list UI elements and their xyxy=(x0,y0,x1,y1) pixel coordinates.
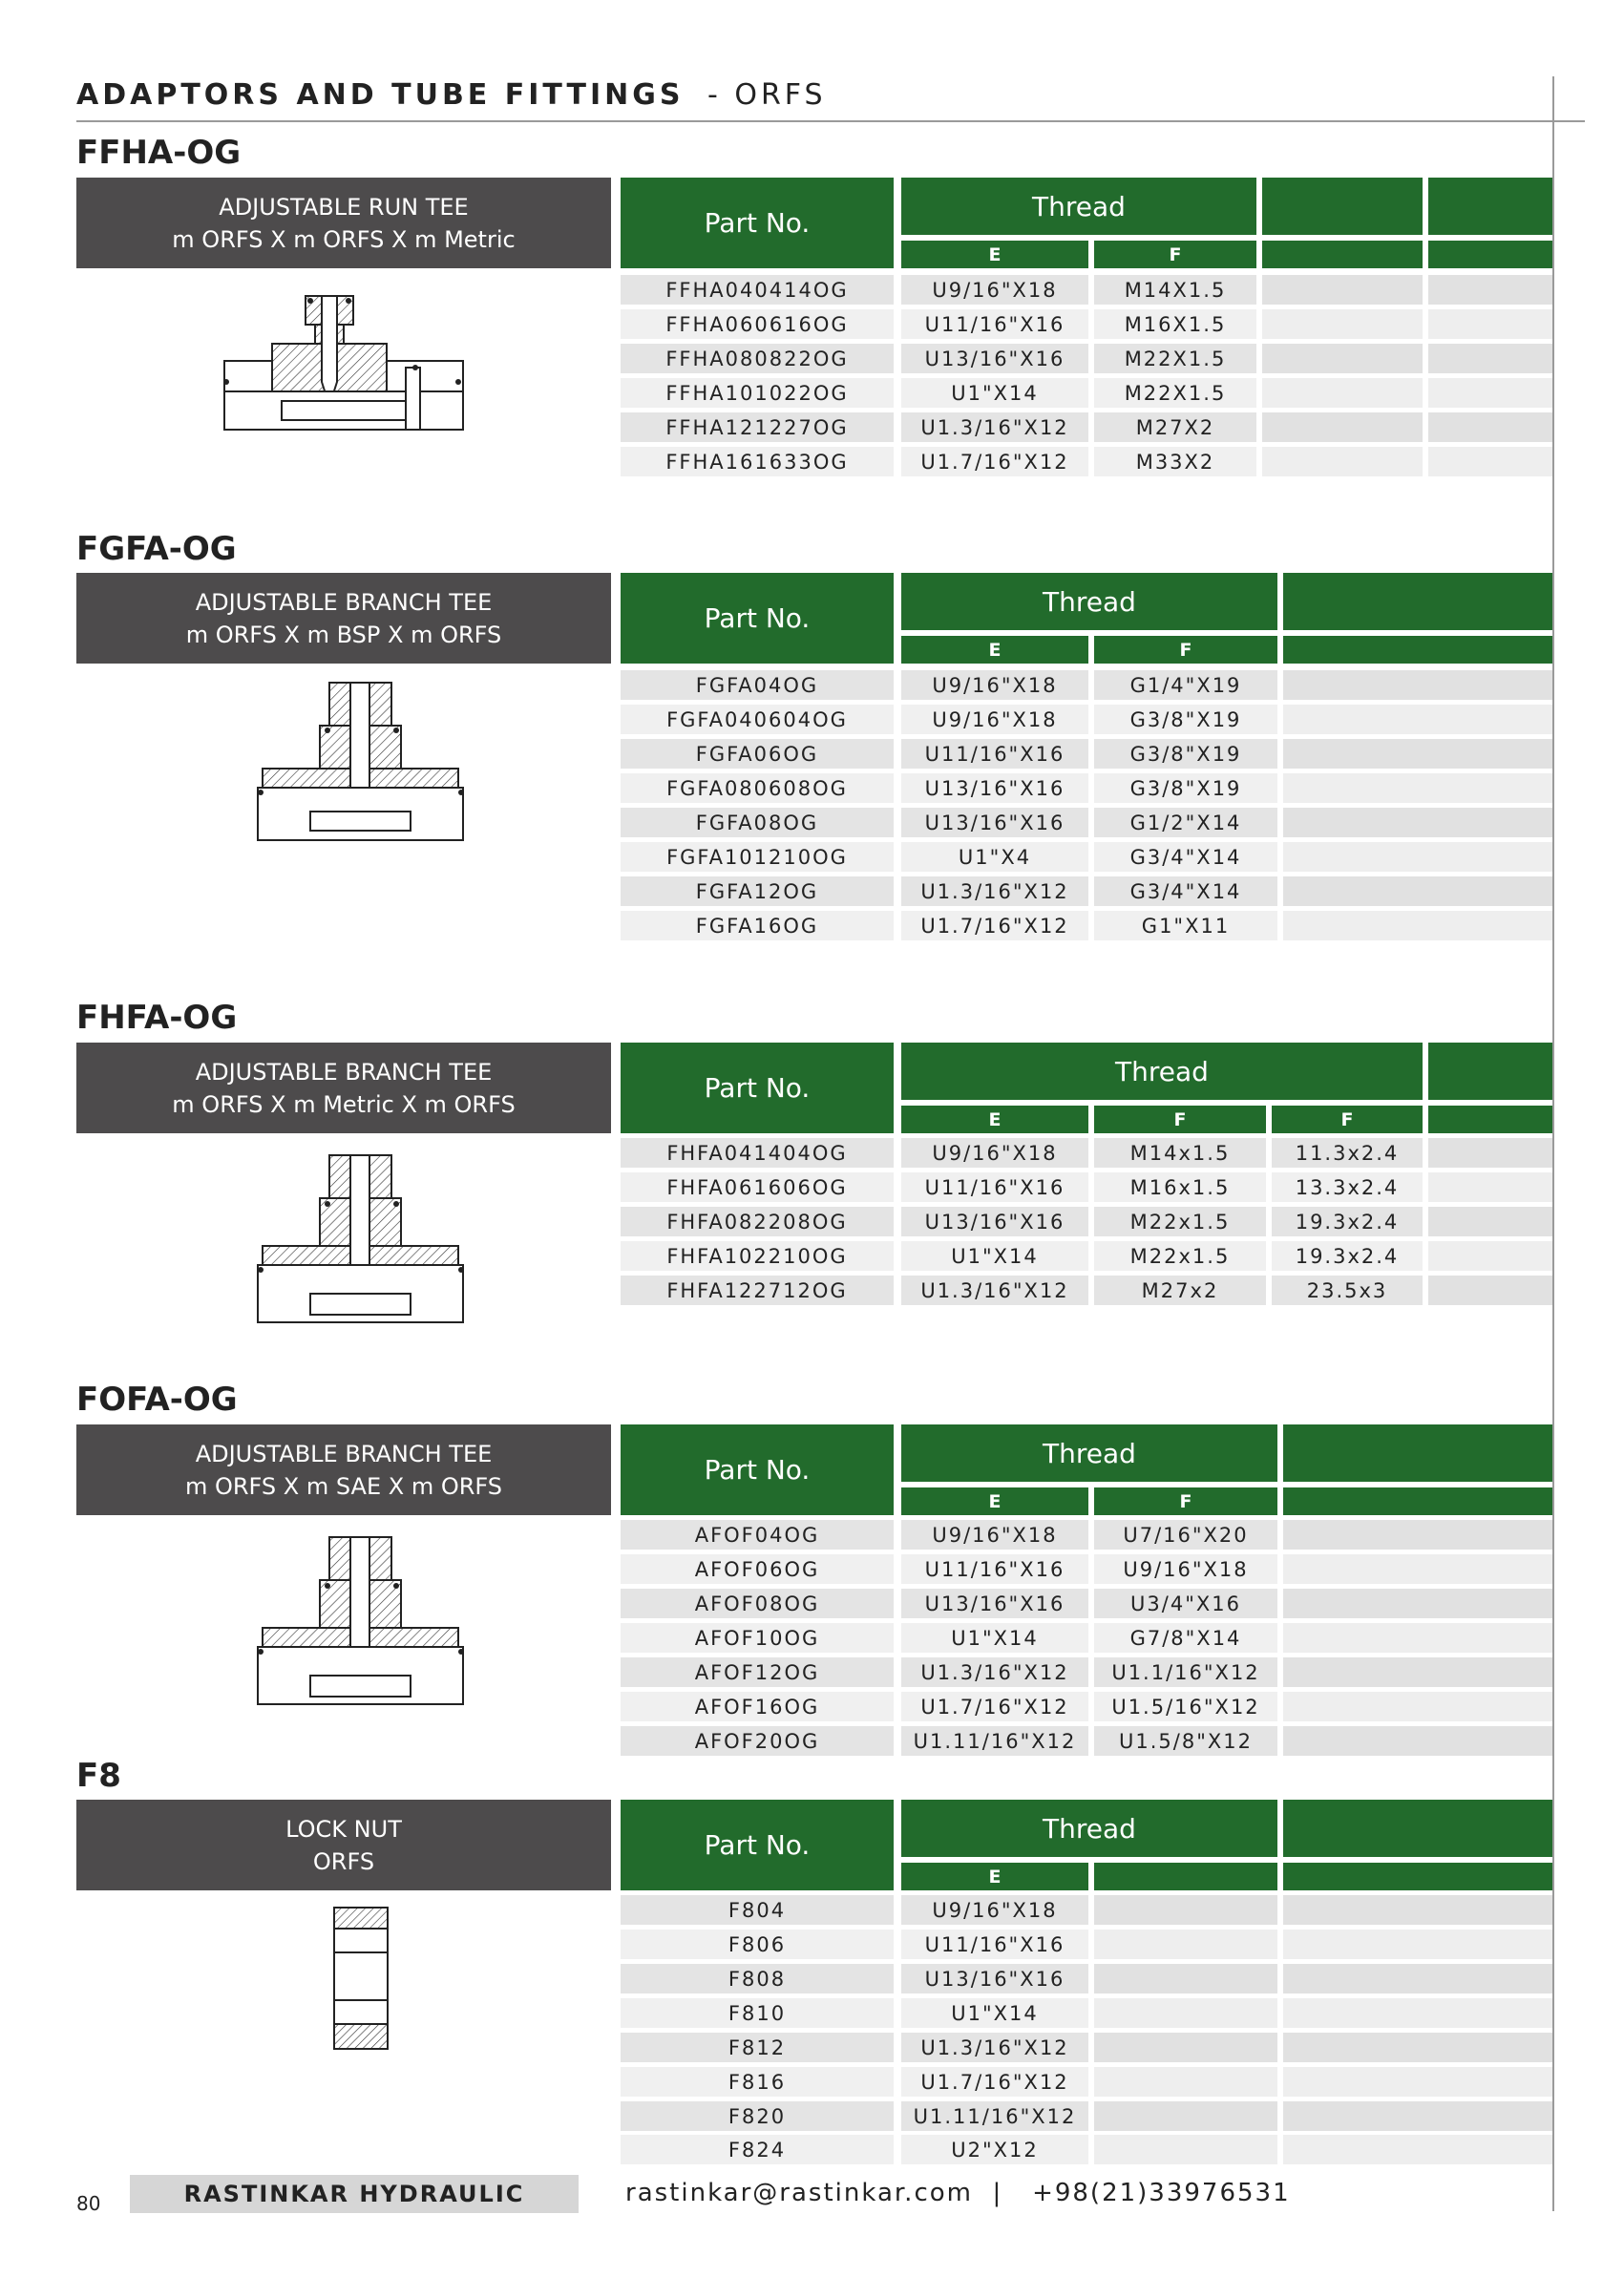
table-cell-f: M22x1.5 xyxy=(1094,1241,1266,1271)
blank-subheader xyxy=(1428,1106,1552,1133)
table-cell-f: M22X1.5 xyxy=(1094,378,1256,408)
table-cell-f: G1"X11 xyxy=(1094,911,1277,940)
contact-info: rastinkar@rastinkar.com | +98(21)33976531 xyxy=(625,2179,1291,2207)
table-cell-empty xyxy=(1428,1138,1552,1168)
table-cell-f: M16X1.5 xyxy=(1094,309,1256,339)
thread-header: Thread xyxy=(901,178,1256,235)
blank-subheader xyxy=(1283,1487,1552,1515)
table-cell-f: G1/2"X14 xyxy=(1094,808,1277,837)
table-cell-empty xyxy=(1094,2067,1277,2097)
blank-subheader xyxy=(1428,241,1552,268)
table-cell-f: U7/16"X20 xyxy=(1094,1520,1277,1550)
blank-subheader xyxy=(1283,1863,1552,1890)
table-cell-empty xyxy=(1428,344,1552,373)
table-cell-part: FFHA121227OG xyxy=(621,412,894,442)
table-cell-part: AFOF04OG xyxy=(621,1520,894,1550)
table-cell-empty xyxy=(1428,1207,1552,1236)
lock-nut-drawing xyxy=(325,1900,401,2053)
table-cell-e: U1.7/16"X12 xyxy=(901,2067,1088,2097)
description-line-2: ORFS xyxy=(312,1847,375,1875)
table-cell-part: F824 xyxy=(621,2135,894,2164)
column-header-e: E xyxy=(901,1863,1088,1890)
table-cell-empty xyxy=(1428,1241,1552,1271)
table-cell-e: U1"X14 xyxy=(901,1998,1088,2028)
table-cell-e: U1"X14 xyxy=(901,1623,1088,1653)
table-cell-part: F812 xyxy=(621,2033,894,2062)
table-cell-part: FFHA101022OG xyxy=(621,378,894,408)
table-cell-e: U1.11/16"X12 xyxy=(901,2101,1088,2131)
table-cell-empty xyxy=(1428,1276,1552,1305)
column-header-e: E xyxy=(901,241,1088,268)
table-cell-empty xyxy=(1428,412,1552,442)
table-cell-empty xyxy=(1283,773,1552,803)
table-cell-part: FGFA16OG xyxy=(621,911,894,940)
table-cell-e: U11/16"X16 xyxy=(901,739,1088,769)
table-cell-part: FFHA060616OG xyxy=(621,309,894,339)
table-cell-f: G3/8"X19 xyxy=(1094,705,1277,734)
section-description-fhfa xyxy=(76,1043,611,1133)
table-cell-empty xyxy=(1283,2033,1552,2062)
page-title: ADAPTORS AND TUBE FITTINGS xyxy=(76,78,685,112)
table-cell-empty xyxy=(1283,1895,1552,1925)
part-number-header: Part No. xyxy=(621,573,894,664)
section-description-fgfa xyxy=(76,573,611,664)
table-cell-e: U1.3/16"X12 xyxy=(901,2033,1088,2062)
table-cell-e: U1"X14 xyxy=(901,1241,1088,1271)
table-cell-part: FGFA08OG xyxy=(621,808,894,837)
description-line-2: m ORFS X m ORFS X m Metric xyxy=(172,225,516,253)
blank-header xyxy=(1428,1043,1552,1100)
blank-header xyxy=(1262,178,1423,235)
table-cell-empty xyxy=(1283,2067,1552,2097)
table-cell-part: F810 xyxy=(621,1998,894,2028)
table-cell-empty xyxy=(1283,876,1552,906)
table-cell-e: U1"X4 xyxy=(901,842,1088,872)
page-header xyxy=(76,78,827,112)
table-cell-empty xyxy=(1283,1692,1552,1721)
table-cell-empty xyxy=(1094,1895,1277,1925)
table-cell-empty xyxy=(1428,1172,1552,1202)
thread-header: Thread xyxy=(901,573,1277,630)
blank-header xyxy=(1283,573,1552,630)
blank-subheader xyxy=(1262,241,1423,268)
table-cell-empty xyxy=(1262,378,1423,408)
description-line-1: ADJUSTABLE BRANCH TEE xyxy=(195,1058,493,1086)
table-cell-part: FGFA101210OG xyxy=(621,842,894,872)
table-cell-part: AFOF08OG xyxy=(621,1589,894,1618)
branch-tee-drawing xyxy=(243,1141,482,1341)
table-cell-part: AFOF10OG xyxy=(621,1623,894,1653)
table-cell-e: U2"X12 xyxy=(901,2135,1088,2164)
table-cell-empty xyxy=(1283,670,1552,700)
table-cell-empty xyxy=(1262,447,1423,476)
column-header-f: F xyxy=(1094,241,1256,268)
section-description-ffha xyxy=(76,178,611,268)
blank-header xyxy=(1283,1424,1552,1482)
table-cell-part: F820 xyxy=(621,2101,894,2131)
table-cell-e: U9/16"X18 xyxy=(901,670,1088,700)
table-cell-f: M14x1.5 xyxy=(1094,1138,1266,1168)
part-number-header: Part No. xyxy=(621,178,894,268)
header-divider xyxy=(76,120,1585,122)
description-line-2: m ORFS X m SAE X m ORFS xyxy=(184,1472,503,1500)
table-cell-f2: 19.3x2.4 xyxy=(1272,1241,1423,1271)
table-cell-empty xyxy=(1428,275,1552,305)
section-code-f8: F8 xyxy=(76,1757,121,1795)
table-cell-part: FGFA12OG xyxy=(621,876,894,906)
table-cell-part: FGFA040604OG xyxy=(621,705,894,734)
table-cell-f: U9/16"X18 xyxy=(1094,1554,1277,1584)
table-cell-e: U11/16"X16 xyxy=(901,1554,1088,1584)
table-cell-f2: 23.5x3 xyxy=(1272,1276,1423,1305)
table-cell-part: FHFA102210OG xyxy=(621,1241,894,1271)
table-cell-empty xyxy=(1283,1964,1552,1993)
table-cell-e: U9/16"X18 xyxy=(901,275,1088,305)
part-number-header: Part No. xyxy=(621,1043,894,1133)
table-cell-part: FFHA080822OG xyxy=(621,344,894,373)
column-header-f: F xyxy=(1094,1487,1277,1515)
table-cell-part: FHFA122712OG xyxy=(621,1276,894,1305)
table-cell-empty xyxy=(1283,1554,1552,1584)
table-cell-f2: 11.3x2.4 xyxy=(1272,1138,1423,1168)
table-cell-empty xyxy=(1283,1589,1552,1618)
blank-header xyxy=(1283,1800,1552,1857)
table-cell-e: U1.11/16"X12 xyxy=(901,1726,1088,1756)
table-cell-e: U9/16"X18 xyxy=(901,1895,1088,1925)
section-code-fgfa: FGFA-OG xyxy=(76,530,237,568)
table-cell-empty xyxy=(1283,1623,1552,1653)
table-cell-f: M14X1.5 xyxy=(1094,275,1256,305)
table-cell-f: M16x1.5 xyxy=(1094,1172,1266,1202)
table-cell-empty xyxy=(1283,2101,1552,2131)
column-header-f: F xyxy=(1094,636,1277,664)
table-cell-e: U13/16"X16 xyxy=(901,1964,1088,1993)
table-cell-f: M27x2 xyxy=(1094,1276,1266,1305)
column-header-f: F xyxy=(1094,1106,1266,1133)
section-code-ffha: FFHA-OG xyxy=(76,134,242,172)
table-cell-empty xyxy=(1094,2033,1277,2062)
table-cell-f: M33X2 xyxy=(1094,447,1256,476)
part-number-header: Part No. xyxy=(621,1800,894,1890)
table-cell-e: U13/16"X16 xyxy=(901,344,1088,373)
table-cell-e: U11/16"X16 xyxy=(901,309,1088,339)
thread-header: Thread xyxy=(901,1043,1423,1100)
company-name: RASTINKAR HYDRAULIC xyxy=(130,2175,579,2213)
table-cell-empty xyxy=(1094,1930,1277,1959)
table-cell-empty xyxy=(1283,911,1552,940)
table-cell-e: U11/16"X16 xyxy=(901,1172,1088,1202)
table-cell-empty xyxy=(1283,1657,1552,1687)
table-cell-part: FGFA080608OG xyxy=(621,773,894,803)
table-cell-e: U13/16"X16 xyxy=(901,808,1088,837)
branch-tee-drawing xyxy=(243,1523,482,1723)
table-cell-empty xyxy=(1094,2135,1277,2164)
table-cell-f: M22X1.5 xyxy=(1094,344,1256,373)
table-cell-part: FHFA061606OG xyxy=(621,1172,894,1202)
table-cell-e: U1.7/16"X12 xyxy=(901,1692,1088,1721)
part-number-header: Part No. xyxy=(621,1424,894,1515)
table-cell-e: U13/16"X16 xyxy=(901,773,1088,803)
description-line-1: ADJUSTABLE BRANCH TEE xyxy=(195,1440,493,1467)
description-line-1: LOCK NUT xyxy=(285,1815,402,1843)
table-cell-f: G3/4"X14 xyxy=(1094,876,1277,906)
table-cell-e: U1.3/16"X12 xyxy=(901,1657,1088,1687)
table-cell-empty xyxy=(1283,842,1552,872)
table-cell-e: U9/16"X18 xyxy=(901,705,1088,734)
section-description-f8 xyxy=(76,1800,611,1890)
table-cell-f: G3/4"X14 xyxy=(1094,842,1277,872)
table-cell-f: M27X2 xyxy=(1094,412,1256,442)
section-code-fhfa: FHFA-OG xyxy=(76,999,238,1037)
table-cell-part: FGFA06OG xyxy=(621,739,894,769)
table-cell-f: G3/8"X19 xyxy=(1094,773,1277,803)
table-cell-f: U1.5/8"X12 xyxy=(1094,1726,1277,1756)
description-line-1: ADJUSTABLE BRANCH TEE xyxy=(195,588,493,616)
table-cell-f: G7/8"X14 xyxy=(1094,1623,1277,1653)
table-cell-empty xyxy=(1283,705,1552,734)
table-cell-empty xyxy=(1283,1726,1552,1756)
table-cell-e: U1.3/16"X12 xyxy=(901,876,1088,906)
table-cell-e: U13/16"X16 xyxy=(901,1589,1088,1618)
section-code-fofa: FOFA-OG xyxy=(76,1381,238,1419)
table-cell-part: AFOF20OG xyxy=(621,1726,894,1756)
branch-tee-drawing xyxy=(243,673,482,864)
description-line-1: ADJUSTABLE RUN TEE xyxy=(219,193,469,221)
table-cell-f: G3/8"X19 xyxy=(1094,739,1277,769)
description-line-2: m ORFS X m Metric X m ORFS xyxy=(172,1090,516,1118)
table-cell-empty xyxy=(1094,1964,1277,1993)
table-cell-empty xyxy=(1283,1998,1552,2028)
blank-subheader xyxy=(1094,1863,1277,1890)
table-cell-e: U1"X14 xyxy=(901,378,1088,408)
table-cell-part: FHFA082208OG xyxy=(621,1207,894,1236)
table-cell-f: M22x1.5 xyxy=(1094,1207,1266,1236)
table-cell-f: U1.5/16"X12 xyxy=(1094,1692,1277,1721)
table-cell-empty xyxy=(1428,378,1552,408)
table-cell-e: U1.3/16"X12 xyxy=(901,412,1088,442)
table-cell-empty xyxy=(1428,309,1552,339)
column-header-f2: F xyxy=(1272,1106,1423,1133)
table-cell-f2: 13.3x2.4 xyxy=(1272,1172,1423,1202)
table-cell-part: AFOF06OG xyxy=(621,1554,894,1584)
column-header-e: E xyxy=(901,1487,1088,1515)
table-cell-e: U1.3/16"X12 xyxy=(901,1276,1088,1305)
table-cell-empty xyxy=(1262,412,1423,442)
thread-header: Thread xyxy=(901,1800,1277,1857)
table-cell-empty xyxy=(1283,1930,1552,1959)
table-cell-e: U11/16"X16 xyxy=(901,1930,1088,1959)
table-cell-part: F808 xyxy=(621,1964,894,1993)
table-cell-part: F816 xyxy=(621,2067,894,2097)
section-description-fofa xyxy=(76,1424,611,1515)
page-title-suffix: - ORFS xyxy=(707,78,827,112)
right-margin-line xyxy=(1552,76,1554,2211)
table-cell-part: F804 xyxy=(621,1895,894,1925)
thread-header: Thread xyxy=(901,1424,1277,1482)
table-cell-empty xyxy=(1283,808,1552,837)
table-cell-e: U1.7/16"X12 xyxy=(901,447,1088,476)
table-cell-empty xyxy=(1094,1998,1277,2028)
column-header-e: E xyxy=(901,636,1088,664)
run-tee-drawing xyxy=(215,286,501,458)
table-cell-f: U1.1/16"X12 xyxy=(1094,1657,1277,1687)
table-cell-e: U13/16"X16 xyxy=(901,1207,1088,1236)
column-header-e: E xyxy=(901,1106,1088,1133)
blank-subheader xyxy=(1283,636,1552,664)
table-cell-part: FHFA041404OG xyxy=(621,1138,894,1168)
blank-header xyxy=(1428,178,1552,235)
table-cell-e: U9/16"X18 xyxy=(901,1520,1088,1550)
description-line-2: m ORFS X m BSP X m ORFS xyxy=(185,621,502,648)
table-cell-part: FGFA04OG xyxy=(621,670,894,700)
table-cell-empty xyxy=(1428,447,1552,476)
table-cell-f2: 19.3x2.4 xyxy=(1272,1207,1423,1236)
page-number: 80 xyxy=(76,2192,101,2215)
table-cell-e: U9/16"X18 xyxy=(901,1138,1088,1168)
table-cell-part: F806 xyxy=(621,1930,894,1959)
table-cell-f: U3/4"X16 xyxy=(1094,1589,1277,1618)
table-cell-part: AFOF12OG xyxy=(621,1657,894,1687)
table-cell-part: FFHA040414OG xyxy=(621,275,894,305)
table-cell-empty xyxy=(1094,2101,1277,2131)
table-cell-empty xyxy=(1283,2135,1552,2164)
table-cell-empty xyxy=(1262,275,1423,305)
table-cell-part: FFHA161633OG xyxy=(621,447,894,476)
table-cell-f: G1/4"X19 xyxy=(1094,670,1277,700)
table-cell-empty xyxy=(1262,344,1423,373)
table-cell-e: U1.7/16"X12 xyxy=(901,911,1088,940)
table-cell-empty xyxy=(1283,739,1552,769)
table-cell-empty xyxy=(1262,309,1423,339)
table-cell-part: AFOF16OG xyxy=(621,1692,894,1721)
table-cell-empty xyxy=(1283,1520,1552,1550)
